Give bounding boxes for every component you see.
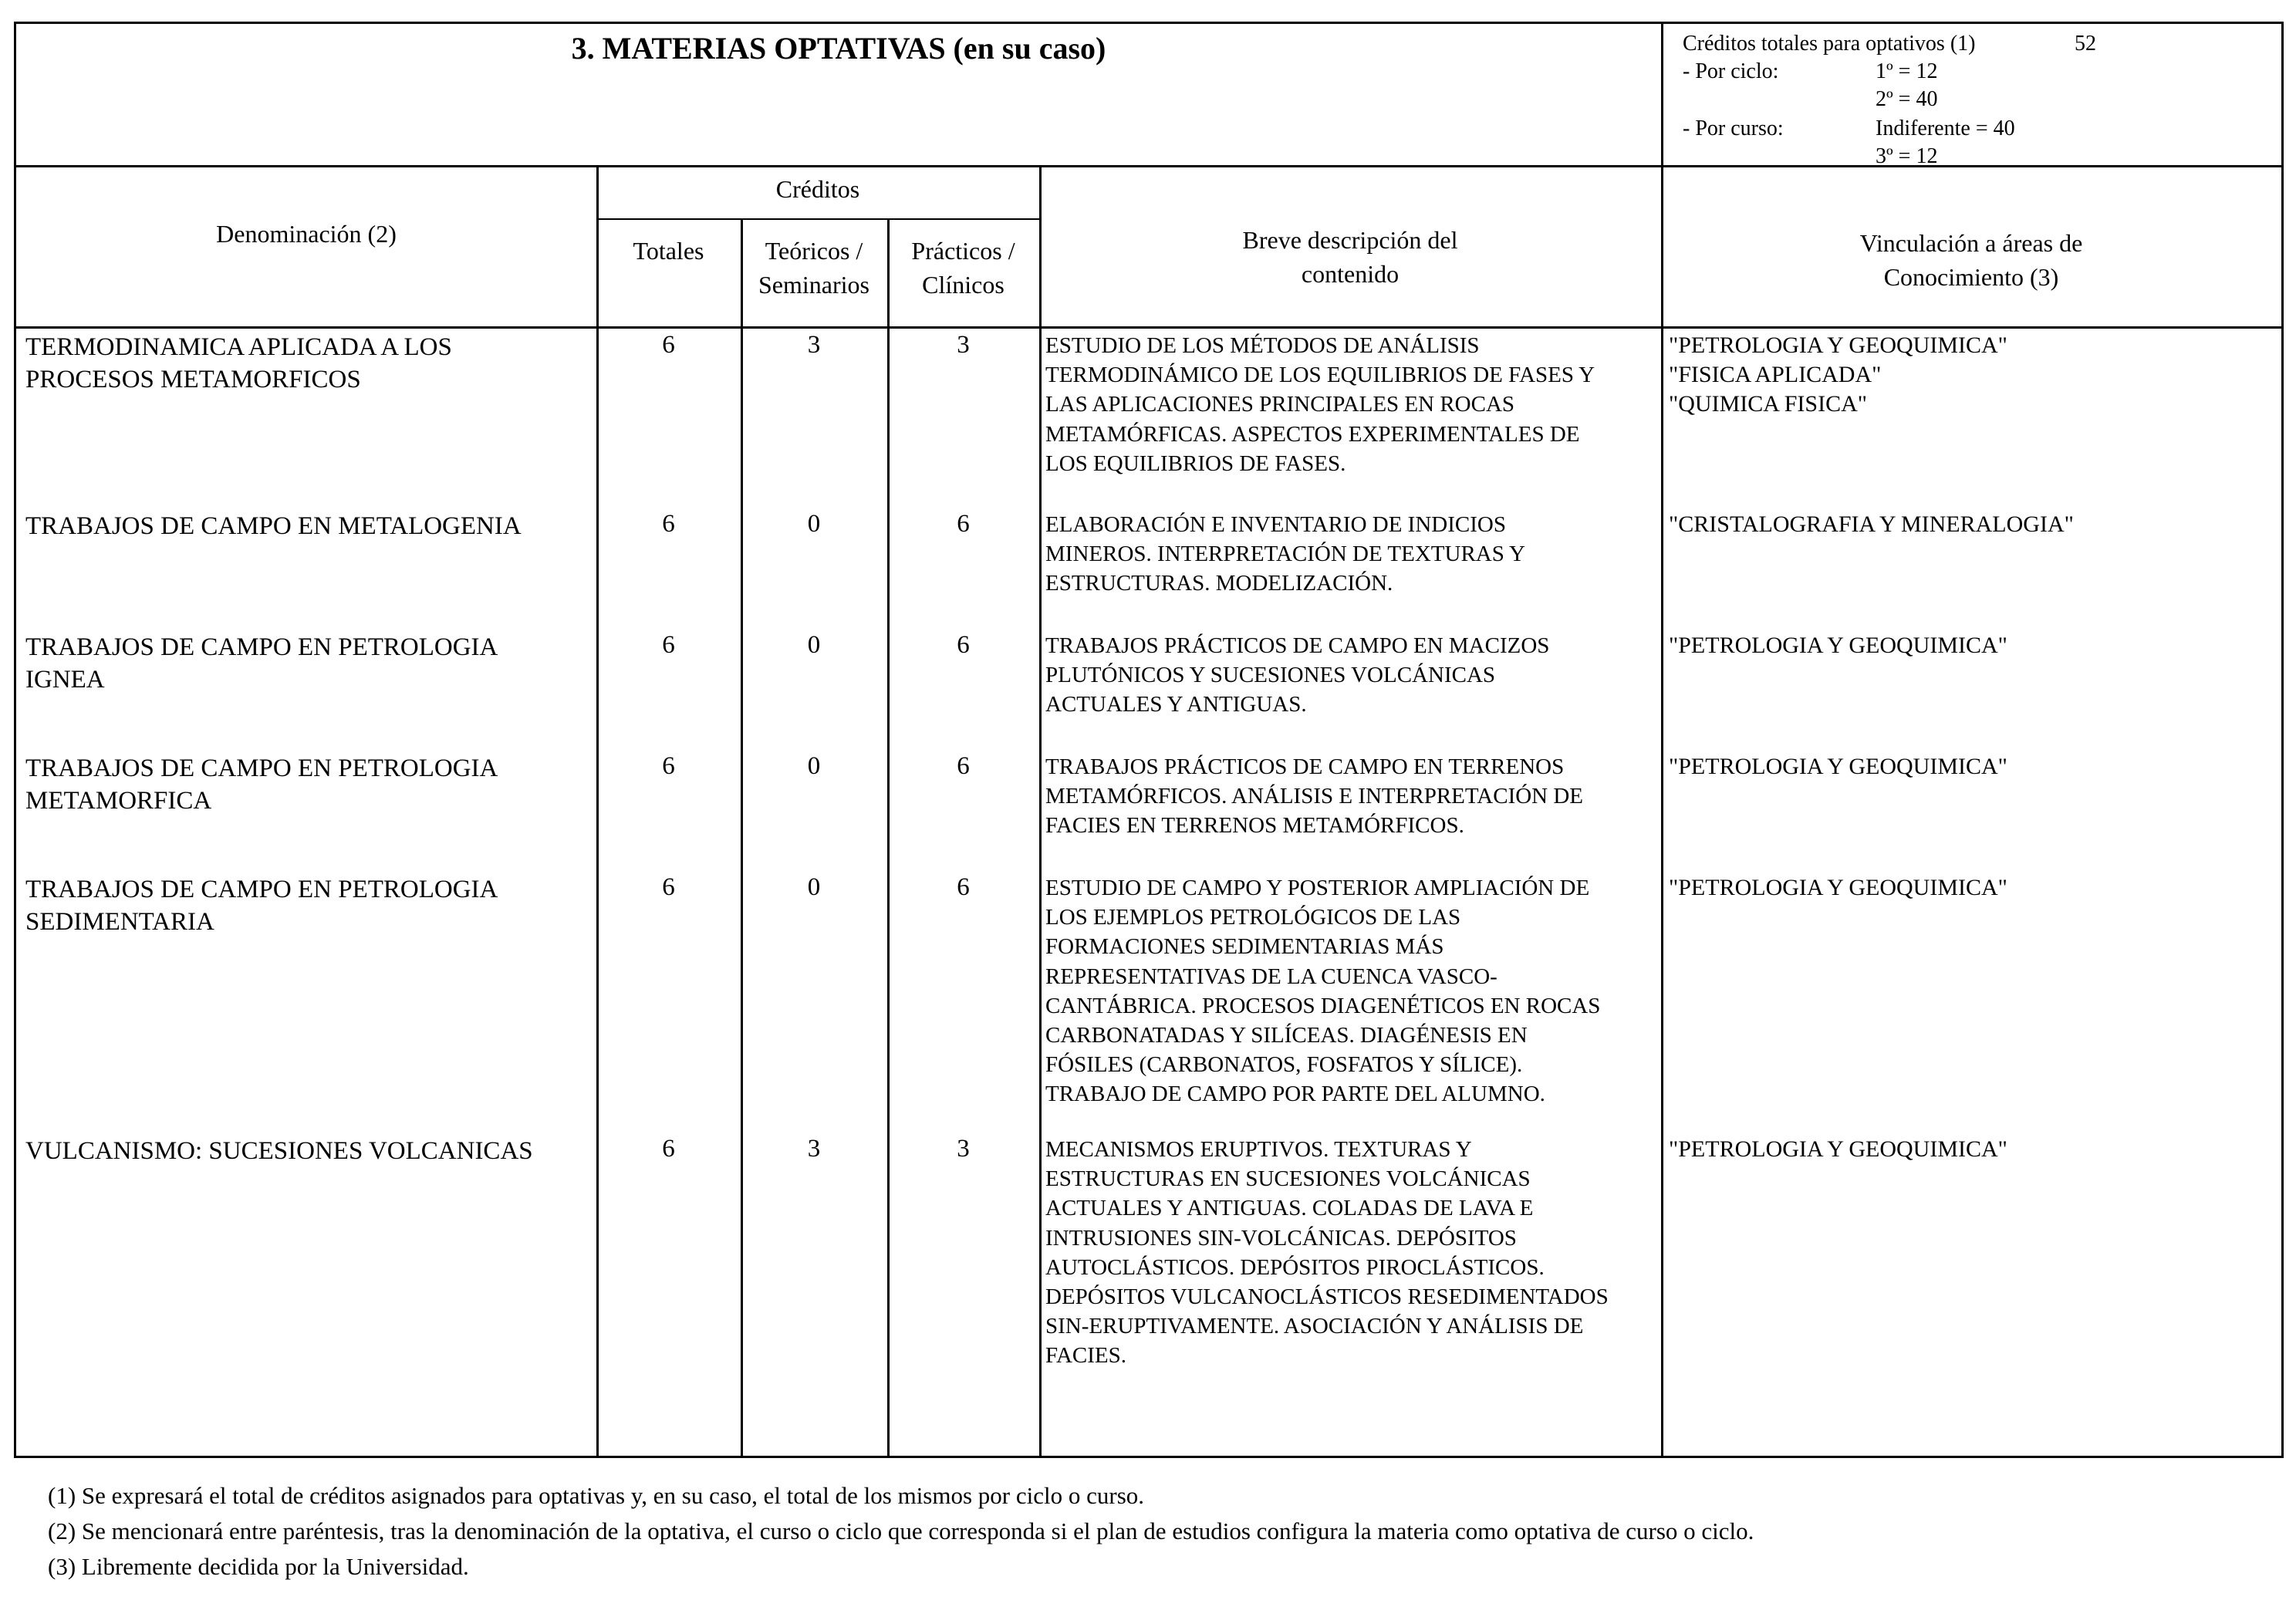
row-descripcion: MECANISMOS ERUPTIVOS. TEXTURAS Y ESTRUCTURAS EN SUCESIONES VOLCÁNICAS ACTUALES Y ANTIGUAS. COLADAS DE LAVA E INTRUSIONES SIN-VOLCÁNICAS. DEPÓSITOS AUTOCLÁSTICOS. DEPÓSITOS PIROCLÁSTICOS. DEPÓSITOS VULCANOCLÁSTICOS RESEDIMENTADOS SIN-ERUPTIVAMENTE. ASOCIACIÓN Y ANÁLISIS DE FACIES. [1045,1137,1609,1369]
ciclo-2-value: 2º = 40 [1876,87,1938,111]
row-vinculacion: "PETROLOGIA Y GEOQUIMICA" [1669,1136,2007,1162]
row-denominacion: TRABAJOS DE CAMPO EN PETROLOGIA IGNEA [25,633,498,694]
column-teoricos [741,234,887,302]
column-vinculacion-line1: Vinculación a áreas de [1859,229,2083,257]
column-descripcion [1039,223,1661,291]
row-totales: 6 [662,873,675,901]
row-vinculacion: "CRISTALOGRAFIA Y MINERALOGIA" [1669,511,2074,537]
row-practicos: 6 [957,510,970,538]
column-descripcion-line1: Breve descripción del [1242,226,1458,254]
column-vinculacion [1661,226,2281,294]
row-totales: 6 [662,510,675,538]
row-descripcion: ESTUDIO DE CAMPO Y POSTERIOR AMPLIACIÓN DE LOS EJEMPLOS PETROLÓGICOS DE LAS FORMACIONES SEDIMENTARIAS MÁS REPRESENTATIVAS DE LA CUENCA VASCO- CANTÁBRICA. PROCESOS DIAGENÉTICOS EN ROCAS CARBONATADAS Y SILÍCEAS. DIAGÉNESIS EN FÓSILES (CARBONATOS, FOSFATOS Y SÍLICE). TRABAJO DE CAMPO POR PARTE DEL ALUMNO. [1045,876,1601,1107]
row-totales: 6 [662,331,675,359]
row-practicos: 6 [957,873,970,901]
column-teoricos-line1: Teóricos / [765,237,863,265]
row-practicos: 6 [957,631,970,659]
column-practicos [887,234,1039,302]
row-totales: 6 [662,631,675,659]
row-teoricos: 0 [807,510,821,538]
column-teoricos-line2: Seminarios [758,271,869,299]
row-teoricos: 3 [807,1135,821,1163]
column-practicos-line1: Prácticos / [911,237,1015,265]
footnote-3: (3) Libremente decidida por la Universidad. [48,1553,469,1580]
por-curso-label: - Por curso: [1683,116,1784,140]
footnote-1: (1) Se expresará el total de créditos asignados para optativas y, en su caso, el total de los mismos por ciclo o curso. [48,1482,1145,1509]
row-practicos: 3 [957,331,970,359]
column-descripcion-line2: contenido [1301,260,1400,288]
row-teoricos: 0 [807,873,821,901]
column-practicos-line2: Clínicos [922,271,1004,299]
por-ciclo-label: - Por ciclo: [1683,59,1779,83]
footnotes [48,1478,2270,1585]
column-denominacion: Denominación (2) [216,220,397,248]
footnote-2: (2) Se mencionará entre paréntesis, tras la denominación de la optativa, el curso o ciclo que corresponda si el plan de estudios configura la materia como optativa de curso o ciclo. [48,1517,1754,1544]
row-descripcion: ELABORACIÓN E INVENTARIO DE INDICIOS MINEROS. INTERPRETACIÓN DE TEXTURAS Y ESTRUCTURAS. MODELIZACIÓN. [1045,512,1525,596]
column-vinculacion-line2: Conocimiento (3) [1883,263,2059,291]
credits-total-value: 52 [2075,32,2096,56]
curso-1-value: Indiferente = 40 [1876,116,2015,140]
materias-optativas-table [14,22,2284,1458]
column-creditos: Créditos [775,175,860,203]
row-vinculacion: "PETROLOGIA Y GEOQUIMICA" "FISICA APLICADA" "QUIMICA FISICA" [1669,332,2007,417]
row-teoricos: 3 [807,331,821,359]
row-descripcion: TRABAJOS PRÁCTICOS DE CAMPO EN MACIZOS PLUTÓNICOS Y SUCESIONES VOLCÁNICAS ACTUALES Y ANTIGUAS. [1045,633,1550,717]
row-teoricos: 0 [807,752,821,780]
curso-2-value: 3º = 12 [1876,144,1938,168]
row-practicos: 6 [957,752,970,780]
row-vinculacion: "PETROLOGIA Y GEOQUIMICA" [1669,633,2007,658]
row-descripcion: ESTUDIO DE LOS MÉTODOS DE ANÁLISIS TERMODINÁMICO DE LOS EQUILIBRIOS DE FASES Y LAS APLICACIONES PRINCIPALES EN ROCAS METAMÓRFICAS. ASPECTOS EXPERIMENTALES DE LOS EQUILIBRIOS DE FASES. [1045,333,1595,476]
credits-total-label: Créditos totales para optativos (1) [1683,32,1976,56]
row-totales: 6 [662,752,675,780]
row-denominacion: TRABAJOS DE CAMPO EN PETROLOGIA SEDIMENTARIA [25,876,498,936]
column-totales: Totales [633,237,704,265]
row-denominacion: TRABAJOS DE CAMPO EN METALOGENIA [25,512,522,540]
row-denominacion: TRABAJOS DE CAMPO EN PETROLOGIA METAMORFICA [25,754,498,815]
row-denominacion: VULCANISMO: SUCESIONES VOLCANICAS [25,1137,533,1165]
row-teoricos: 0 [807,631,821,659]
row-totales: 6 [662,1135,675,1163]
ciclo-1-value: 1º = 12 [1876,59,1938,83]
row-descripcion: TRABAJOS PRÁCTICOS DE CAMPO EN TERRENOS METAMÓRFICOS. ANÁLISIS E INTERPRETACIÓN DE FACIES EN TERRENOS METAMÓRFICOS. [1045,754,1584,839]
row-vinculacion: "PETROLOGIA Y GEOQUIMICA" [1669,875,2007,900]
page-title: 3. MATERIAS OPTATIVAS (en su caso) [571,31,1106,66]
row-practicos: 3 [957,1135,970,1163]
row-vinculacion: "PETROLOGIA Y GEOQUIMICA" [1669,754,2007,779]
row-denominacion: TERMODINAMICA APLICADA A LOS PROCESOS METAMORFICOS [25,333,452,393]
